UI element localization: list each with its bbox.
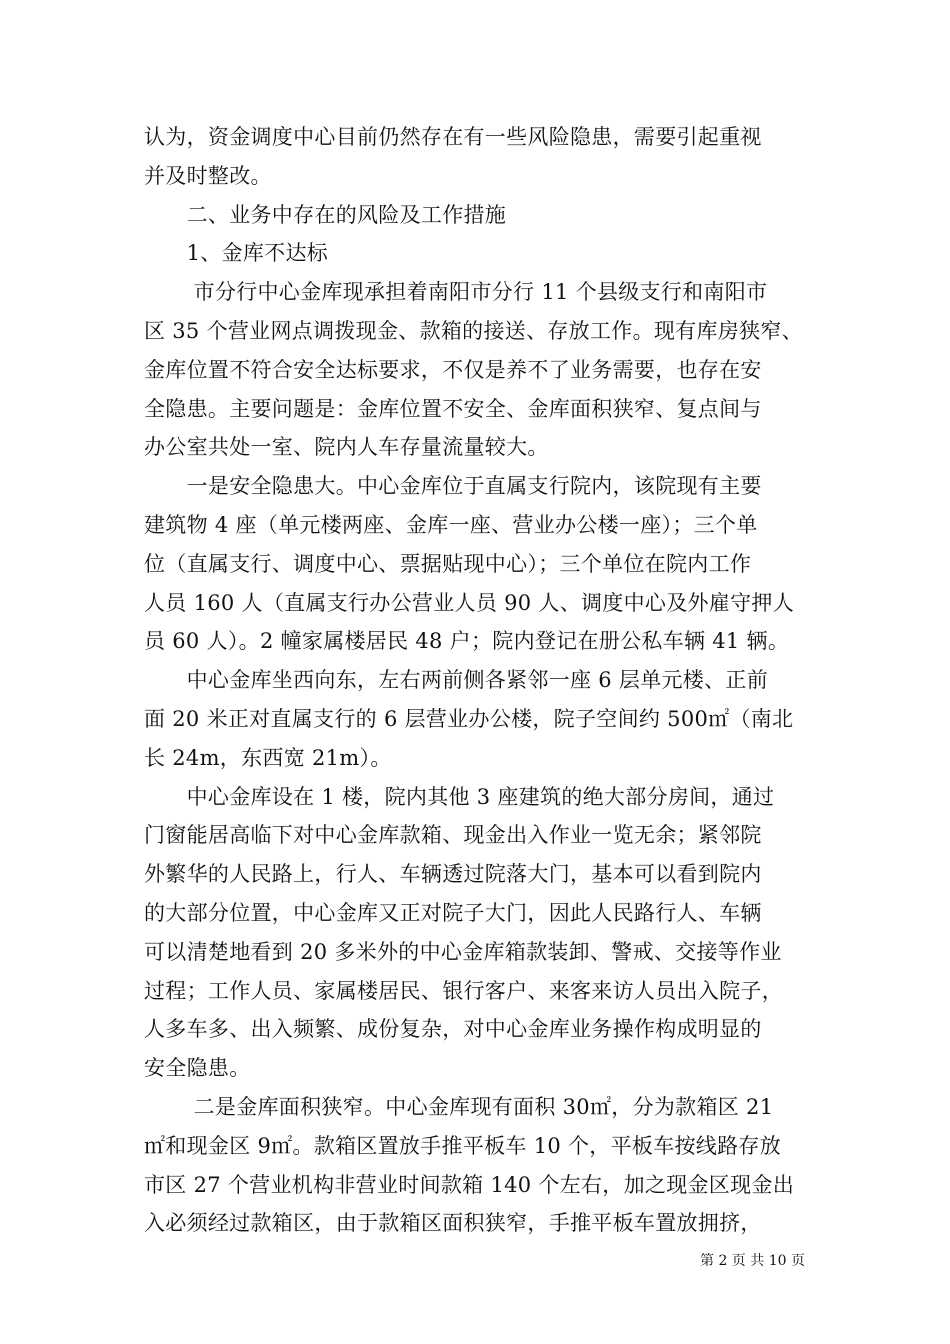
text-line: 过程；工作人员、家属楼居民、银行客户、来客来访人员出入院子， — [144, 978, 783, 1003]
text-line: 市区 27 个营业机构非营业时间款箱 140 个左右，加之现金区现金出 — [144, 1172, 795, 1197]
text-line: 人多车多、出入频繁、成份复杂，对中心金库业务操作构成明显的 — [144, 1017, 762, 1042]
text-line: 长 24m，东西宽 21m）。 — [144, 745, 392, 770]
text-line: 可以清楚地看到 20 多米外的中心金库箱款装卸、警戒、交接等作业 — [144, 939, 782, 964]
text-line: 并及时整改。 — [144, 163, 272, 188]
text-line: 员 60 人）。2 幢家属楼居民 48 户；院内登记在册公私车辆 41 辆。 — [144, 629, 790, 654]
text-line: 的大部分位置，中心金库又正对院子大门，因此人民路行人、车辆 — [144, 900, 762, 925]
text-line: 外繁华的人民路上，行人、车辆透过院落大门，基本可以看到院内 — [144, 862, 762, 887]
text-line: 中心金库设在 1 楼，院内其他 3 座建筑的绝大部分房间，通过 — [144, 784, 775, 809]
section-heading: 二、业务中存在的风险及工作措施 — [144, 202, 507, 227]
text-line: 区 35 个营业网点调拨现金、款箱的接送、存放工作。现有库房狭窄、 — [144, 318, 803, 343]
text-line: 中心金库坐西向东，左右两前侧各紧邻一座 6 层单元楼、正前 — [144, 668, 769, 693]
text-line: 二是金库面积狭窄。中心金库现有面积 30㎡，分为款箱区 21 — [144, 1094, 774, 1119]
page-number-footer: 第 2 页 共 10 页 — [700, 1253, 805, 1269]
text-line: 办公室共处一室、院内人车存量流量较大。 — [144, 435, 549, 460]
text-line: ㎡和现金区 9㎡。款箱区置放手推平板车 10 个，平板车按线路存放 — [144, 1133, 782, 1158]
text-line: 面 20 米正对直属支行的 6 层营业办公楼，院子空间约 500㎡（南北 — [144, 706, 794, 731]
text-line: 认为，资金调度中心目前仍然存在有一些风险隐患，需要引起重视 — [144, 125, 762, 149]
text-line: 全隐患。主要问题是：金库位置不安全、金库面积狭窄、复点间与 — [144, 396, 762, 421]
text-line: 市分行中心金库现承担着南阳市分行 11 个县级支行和南阳市 — [144, 280, 768, 305]
subsection-heading: 1、金库不达标 — [144, 241, 329, 266]
text-line: 入必须经过款箱区，由于款箱区面积狭窄，手推平板车置放拥挤， — [144, 1211, 762, 1236]
text-line: 安全隐患。 — [144, 1056, 251, 1081]
text-line: 位（直属支行、调度中心、票据贴现中心）；三个单位在院内工作 — [144, 551, 752, 576]
text-line: 金库位置不符合安全达标要求，不仅是养不了业务需要，也存在安 — [144, 357, 762, 382]
document-body — [144, 118, 812, 1243]
text-line: 人员 160 人（直属支行办公营业人员 90 人、调度中心及外雇守押人 — [144, 590, 795, 615]
text-line: 门窗能居高临下对中心金库款箱、现金出入作业一览无余；紧邻院 — [144, 823, 762, 848]
text-line: 一是安全隐患大。中心金库位于直属支行院内，该院现有主要 — [144, 474, 762, 499]
text-line: 建筑物 4 座（单元楼两座、金库一座、营业办公楼一座）；三个单 — [144, 512, 758, 537]
